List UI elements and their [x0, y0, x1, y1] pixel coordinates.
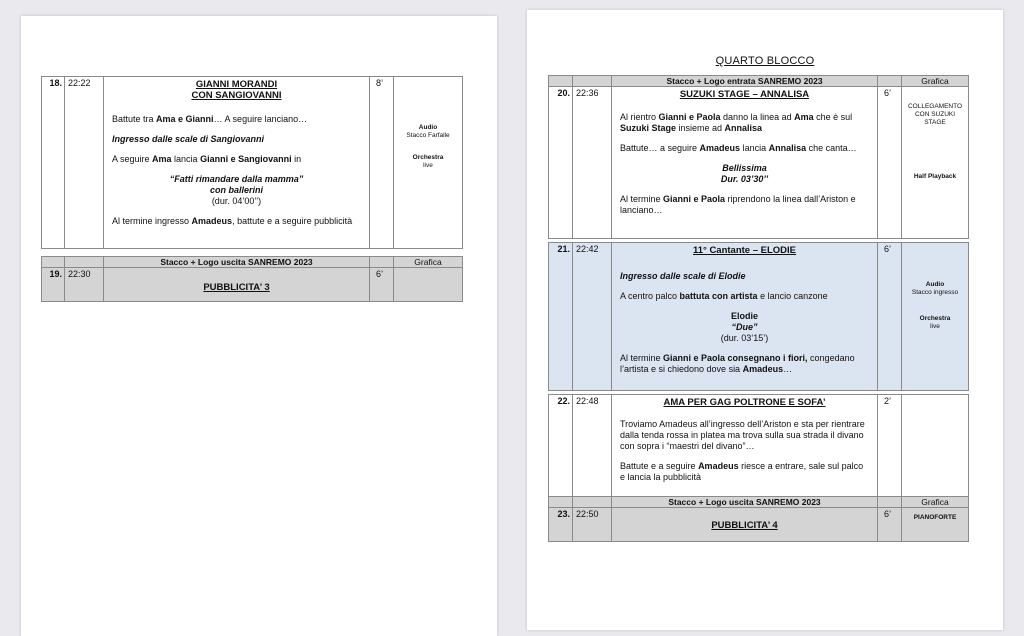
stacco-bar — [42, 257, 463, 268]
paragraph: Al termine Gianni e Paola consegnano i fiori, congedano l’artista e si chiedono dove sia Amadeus… — [620, 353, 855, 374]
row-title: AMA PER GAG POLTRONE E SOFA’ — [663, 397, 826, 408]
song-block: Bellissima Dur. 03’30’’ — [720, 163, 769, 184]
row-notes: COLLEGAMENTO CON SUZUKI STAGE Half Playback — [902, 87, 969, 239]
paragraph: Troviamo Amadeus all’ingresso dell’Ariston e sta per rientrare dalla tenda rossa in platea ma trova sulla sua strada il divano con sopra i “maestri del divano”… — [620, 419, 865, 451]
table-row — [42, 268, 463, 302]
row-title: 11° Cantante – ELODIE — [692, 245, 797, 256]
row-content — [612, 243, 878, 391]
row-content — [612, 395, 878, 497]
row-time: 22:50 — [573, 508, 612, 542]
stacco-bar — [549, 497, 969, 508]
table-row — [549, 395, 969, 497]
row-content — [612, 87, 878, 239]
grafica-label: Grafica — [902, 497, 969, 508]
row-time: 22:36 — [573, 87, 612, 239]
paragraph: Al termine ingresso Amadeus, battute e a seguire pubblicità — [112, 216, 353, 226]
paragraph: Battute tra Ama e Gianni… A seguire lanciano… — [112, 114, 308, 124]
row-time: 22:22 — [65, 77, 104, 249]
row-number: 20. — [549, 87, 573, 239]
paragraph: Battute e a seguire Amadeus riesce a entrare, sale sul palco e lancia la pubblicità — [620, 461, 864, 482]
grafica-label: Grafica — [394, 257, 463, 268]
row-title: PUBBLICITA’ 3 — [203, 282, 270, 293]
stacco-label: Stacco + Logo uscita SANREMO 2023 — [104, 257, 370, 268]
table-row — [549, 87, 969, 239]
table-row — [549, 243, 969, 391]
row-notes — [394, 268, 463, 302]
row-content — [104, 77, 370, 249]
row-time: 22:48 — [573, 395, 612, 497]
row-title: PUBBLICITA’ 4 — [711, 520, 778, 531]
row-subtitle: CON SANGIOVANNI — [191, 90, 282, 101]
song-block: Elodie “Due” (dur. 03’15’) — [720, 311, 769, 343]
row-duration: 6’ — [370, 268, 394, 302]
paragraph: Ingresso dalle scale di Elodie — [620, 271, 746, 281]
row-title: GIANNI MORANDI — [195, 79, 278, 90]
row-content — [612, 508, 878, 542]
table-row — [42, 77, 463, 249]
stacco-bar — [549, 76, 969, 87]
row-time: 22:42 — [573, 243, 612, 391]
section-title: QUARTO BLOCCO — [715, 55, 815, 67]
paragraph: Al termine Gianni e Paola riprendono la linea dall’Ariston e lanciano… — [620, 194, 856, 215]
row-content — [104, 268, 370, 302]
row-number: 22. — [549, 395, 573, 497]
song-block: “Fatti rimandare dalla mamma” con ballerini (dur. 04’00’’) — [169, 174, 304, 206]
row-number: 23. — [549, 508, 573, 542]
paragraph: Ingresso dalle scale di Sangiovanni — [112, 134, 265, 144]
table-row — [549, 508, 969, 542]
row-duration: 2’ — [878, 395, 902, 497]
schedule-table-left — [41, 76, 463, 302]
row-notes: Audio Stacco ingresso Orchestra live — [902, 243, 969, 391]
row-duration: 6’ — [878, 87, 902, 239]
row-number: 19. — [42, 268, 65, 302]
stacco-label: Stacco + Logo entrata SANREMO 2023 — [612, 76, 878, 87]
paragraph: Al rientro Gianni e Paola danno la linea ad Ama che è sul Suzuki Stage insieme ad Annalisa — [620, 112, 853, 133]
stacco-label: Stacco + Logo uscita SANREMO 2023 — [612, 497, 878, 508]
row-title: SUZUKI STAGE – ANNALISA — [679, 89, 810, 100]
document-page-right — [527, 10, 1003, 630]
paragraph: A centro palco battuta con artista e lancio canzone — [620, 291, 828, 301]
grafica-label: Grafica — [902, 76, 969, 87]
row-notes: Audio Stacco Farfalle Orchestra live — [394, 77, 463, 249]
paragraph: Battute… a seguire Amadeus lancia Annalisa che canta… — [620, 143, 857, 153]
row-time: 22:30 — [65, 268, 104, 302]
row-notes: PIANOFORTE — [902, 508, 969, 542]
row-duration: 6’ — [878, 243, 902, 391]
row-number: 18. — [42, 77, 65, 249]
row-duration: 6’ — [878, 508, 902, 542]
document-page-left — [21, 16, 497, 636]
row-number: 21. — [549, 243, 573, 391]
row-duration: 8’ — [370, 77, 394, 249]
spacer-row — [42, 249, 463, 257]
schedule-table-right — [548, 75, 969, 542]
paragraph: A seguire Ama lancia Gianni e Sangiovanni in — [112, 154, 302, 164]
row-notes — [902, 395, 969, 497]
